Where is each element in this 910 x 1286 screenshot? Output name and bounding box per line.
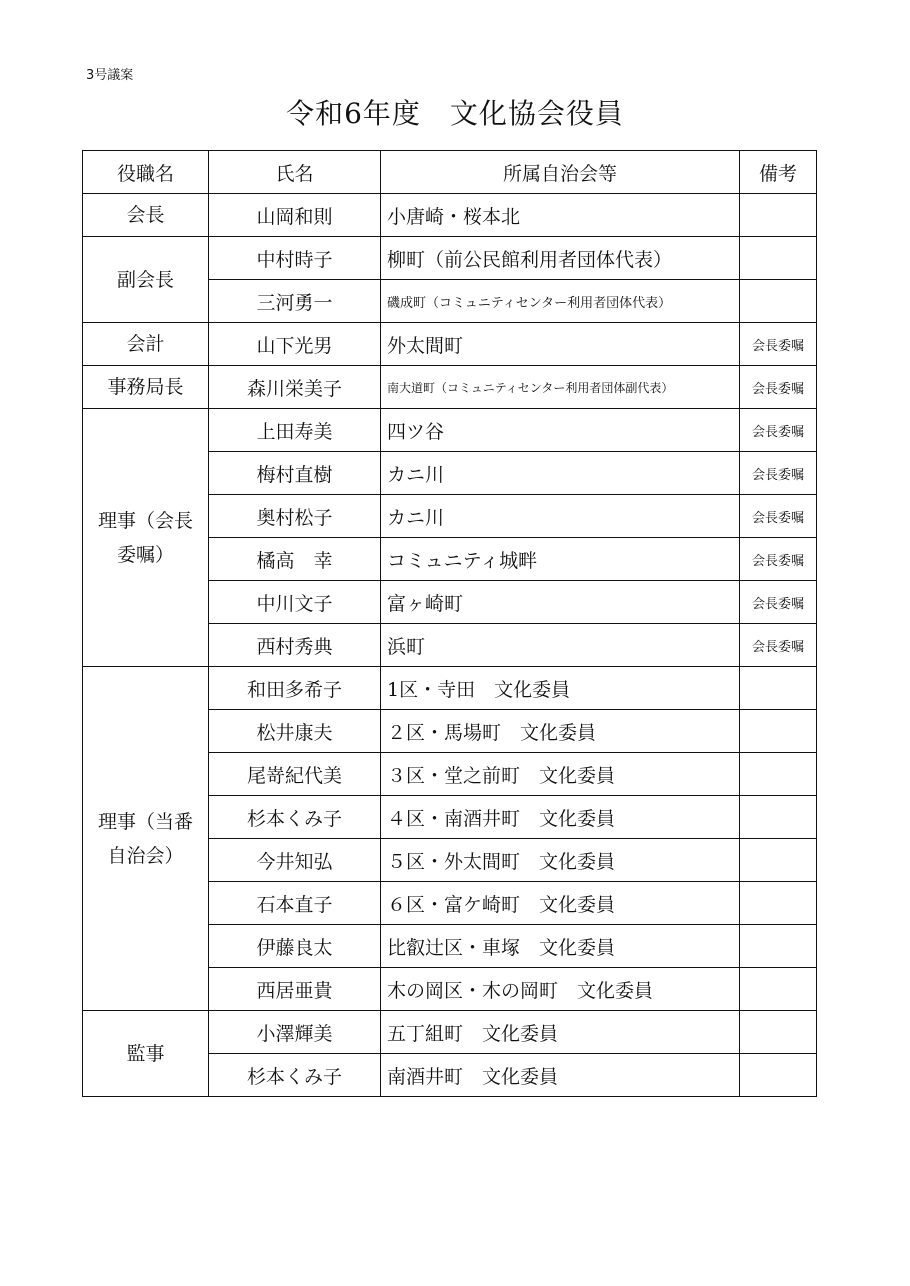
header-affiliation: 所属自治会等 <box>381 151 740 194</box>
note-cell: 会長委嘱 <box>740 538 817 581</box>
affiliation-cell: ６区・富ケ崎町 文化委員 <box>381 882 740 925</box>
affiliation-cell: 浜町 <box>381 624 740 667</box>
name-cell: 石本直子 <box>209 882 381 925</box>
affiliation-cell: 磯成町（コミュニティセンター利用者団体代表） <box>381 280 740 323</box>
table-row <box>83 366 817 409</box>
note-cell <box>740 1011 817 1054</box>
affiliation-cell: ３区・堂之前町 文化委員 <box>381 753 740 796</box>
header-role: 役職名 <box>83 151 209 194</box>
header-row <box>83 151 817 194</box>
note-cell <box>740 280 817 323</box>
header-name: 氏名 <box>209 151 381 194</box>
role-cell: 理事（当番自治会） <box>83 667 209 1011</box>
role-cell: 監事 <box>83 1011 209 1097</box>
note-cell <box>740 839 817 882</box>
name-cell: 今井知弘 <box>209 839 381 882</box>
affiliation-cell: ２区・馬場町 文化委員 <box>381 710 740 753</box>
affiliation-cell: ４区・南酒井町 文化委員 <box>381 796 740 839</box>
name-cell: 西村秀典 <box>209 624 381 667</box>
name-cell: 尾嵜紀代美 <box>209 753 381 796</box>
note-cell <box>740 237 817 280</box>
note-cell <box>740 667 817 710</box>
name-cell: 橘高 幸 <box>209 538 381 581</box>
name-cell: 西居亜貴 <box>209 968 381 1011</box>
name-cell: 中川文子 <box>209 581 381 624</box>
note-cell: 会長委嘱 <box>740 323 817 366</box>
role-cell: 会計 <box>83 323 209 366</box>
affiliation-cell: 南大道町（コミュニティセンター利用者団体副代表） <box>381 366 740 409</box>
affiliation-cell: 柳町（前公民館利用者団体代表） <box>381 237 740 280</box>
affiliation-cell: 五丁組町 文化委員 <box>381 1011 740 1054</box>
affiliation-cell: ５区・外太間町 文化委員 <box>381 839 740 882</box>
name-cell: 松井康夫 <box>209 710 381 753</box>
note-cell: 会長委嘱 <box>740 495 817 538</box>
role-cell: 理事（会長委嘱） <box>83 409 209 667</box>
table-row <box>83 667 817 710</box>
note-cell <box>740 1054 817 1097</box>
note-cell <box>740 968 817 1011</box>
name-cell: 和田多希子 <box>209 667 381 710</box>
affiliation-cell: コミュニティ城畔 <box>381 538 740 581</box>
note-cell <box>740 753 817 796</box>
document-label: 3号議案 <box>86 68 134 83</box>
note-cell <box>740 882 817 925</box>
role-cell: 事務局長 <box>83 366 209 409</box>
page-title: 令和6年度 文化協会役員 <box>286 97 624 130</box>
name-cell: 梅村直樹 <box>209 452 381 495</box>
table-row <box>83 1011 817 1054</box>
name-cell: 杉本くみ子 <box>209 796 381 839</box>
name-cell: 中村時子 <box>209 237 381 280</box>
name-cell: 三河勇一 <box>209 280 381 323</box>
affiliation-cell: カニ川 <box>381 495 740 538</box>
name-cell: 小澤輝美 <box>209 1011 381 1054</box>
table-row <box>83 194 817 237</box>
affiliation-cell: カニ川 <box>381 452 740 495</box>
role-cell: 副会長 <box>83 237 209 323</box>
name-cell: 伊藤良太 <box>209 925 381 968</box>
note-cell <box>740 194 817 237</box>
affiliation-cell: 外太間町 <box>381 323 740 366</box>
note-cell: 会長委嘱 <box>740 624 817 667</box>
note-cell: 会長委嘱 <box>740 409 817 452</box>
affiliation-cell: 富ヶ崎町 <box>381 581 740 624</box>
table-row <box>83 409 817 452</box>
affiliation-cell: 木の岡区・木の岡町 文化委員 <box>381 968 740 1011</box>
name-cell: 山岡和則 <box>209 194 381 237</box>
note-cell <box>740 796 817 839</box>
note-cell: 会長委嘱 <box>740 581 817 624</box>
name-cell: 奥村松子 <box>209 495 381 538</box>
name-cell: 森川栄美子 <box>209 366 381 409</box>
header-note: 備考 <box>740 151 817 194</box>
name-cell: 上田寿美 <box>209 409 381 452</box>
note-cell: 会長委嘱 <box>740 452 817 495</box>
table-row <box>83 323 817 366</box>
affiliation-cell: 小唐崎・桜本北 <box>381 194 740 237</box>
name-cell: 山下光男 <box>209 323 381 366</box>
name-cell: 杉本くみ子 <box>209 1054 381 1097</box>
note-cell <box>740 925 817 968</box>
note-cell <box>740 710 817 753</box>
note-cell: 会長委嘱 <box>740 366 817 409</box>
affiliation-cell: 比叡辻区・車塚 文化委員 <box>381 925 740 968</box>
affiliation-cell: 1区・寺田 文化委員 <box>381 667 740 710</box>
officers-table <box>82 150 817 1097</box>
role-cell: 会長 <box>83 194 209 237</box>
affiliation-cell: 四ツ谷 <box>381 409 740 452</box>
affiliation-cell: 南酒井町 文化委員 <box>381 1054 740 1097</box>
table-row <box>83 237 817 280</box>
